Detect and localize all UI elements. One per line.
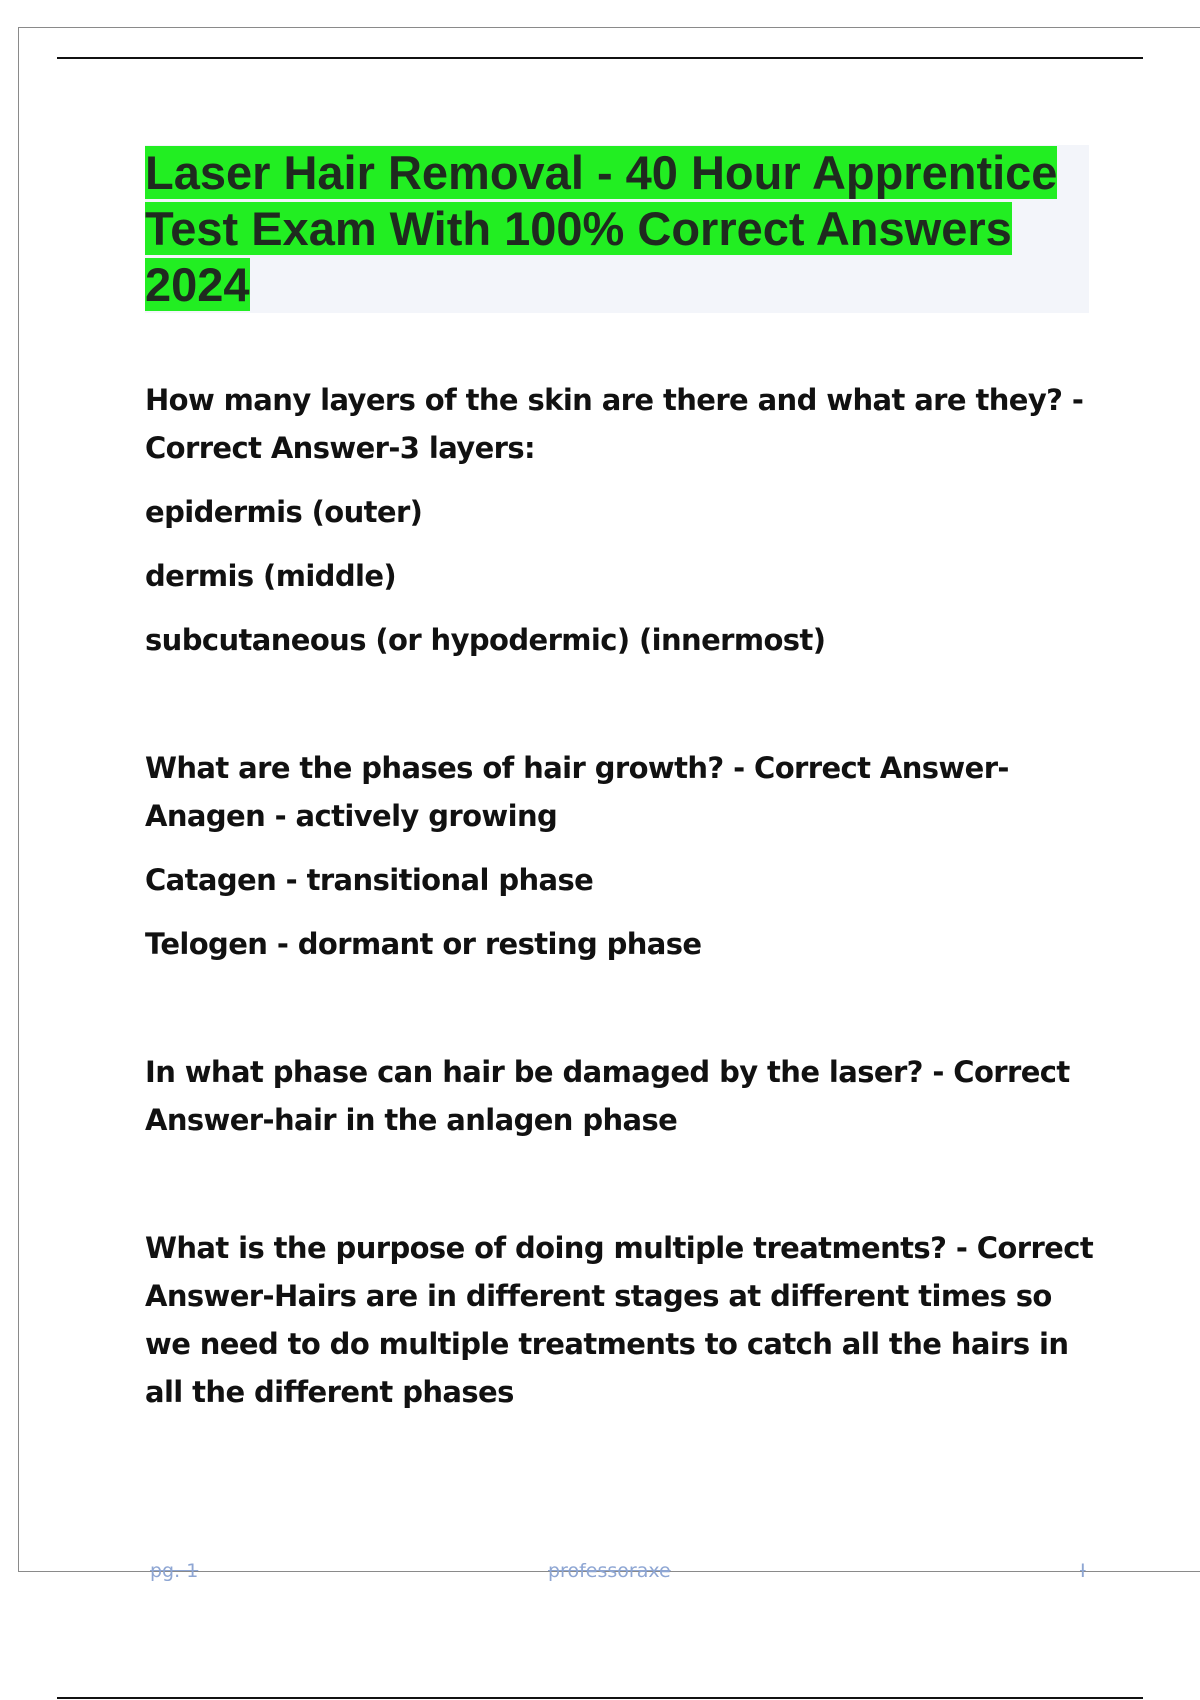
qa-item-hair-phases [145,744,1100,968]
title-line-1: Laser Hair Removal - 40 Hour Apprentice [145,146,1058,199]
title-line-3: 2024 [145,258,250,311]
bottom-rule [57,1697,1143,1699]
footer-author: professoraxe [548,1560,671,1582]
question-text: How many layers of the skin are there and what are they? - Correct Answer-3 layers: [145,383,1084,465]
title-line-2: Test Exam With 100% Correct Answers [145,202,1012,255]
question-text: In what phase can hair be damaged by the laser? - Correct Answer-hair in the anlagen phase [145,1055,1070,1137]
answer-detail: epidermis (outer) [145,495,423,529]
qa-item-skin-layers [145,376,1100,664]
document-title [145,145,1089,313]
qa-item-laser-phase [145,1048,1100,1144]
footer-mark: I [1080,1560,1086,1582]
qa-item-multiple-treatments [145,1224,1100,1416]
answer-detail: dermis (middle) [145,559,397,593]
answer-detail: Telogen - dormant or resting phase [145,927,702,961]
question-text: What is the purpose of doing multiple treatments? - Correct Answer-Hairs are in different stages at different times so we need to do multiple treatments to catch all the hairs in all the different phases [145,1231,1094,1409]
header-rule [57,57,1143,59]
footer-page-number: pg. 1 [150,1560,199,1582]
answer-detail: subcutaneous (or hypodermic) (innermost) [145,623,826,657]
answer-detail: Catagen - transitional phase [145,863,594,897]
question-text: What are the phases of hair growth? - Correct Answer-Anagen - actively growing [145,751,1009,833]
